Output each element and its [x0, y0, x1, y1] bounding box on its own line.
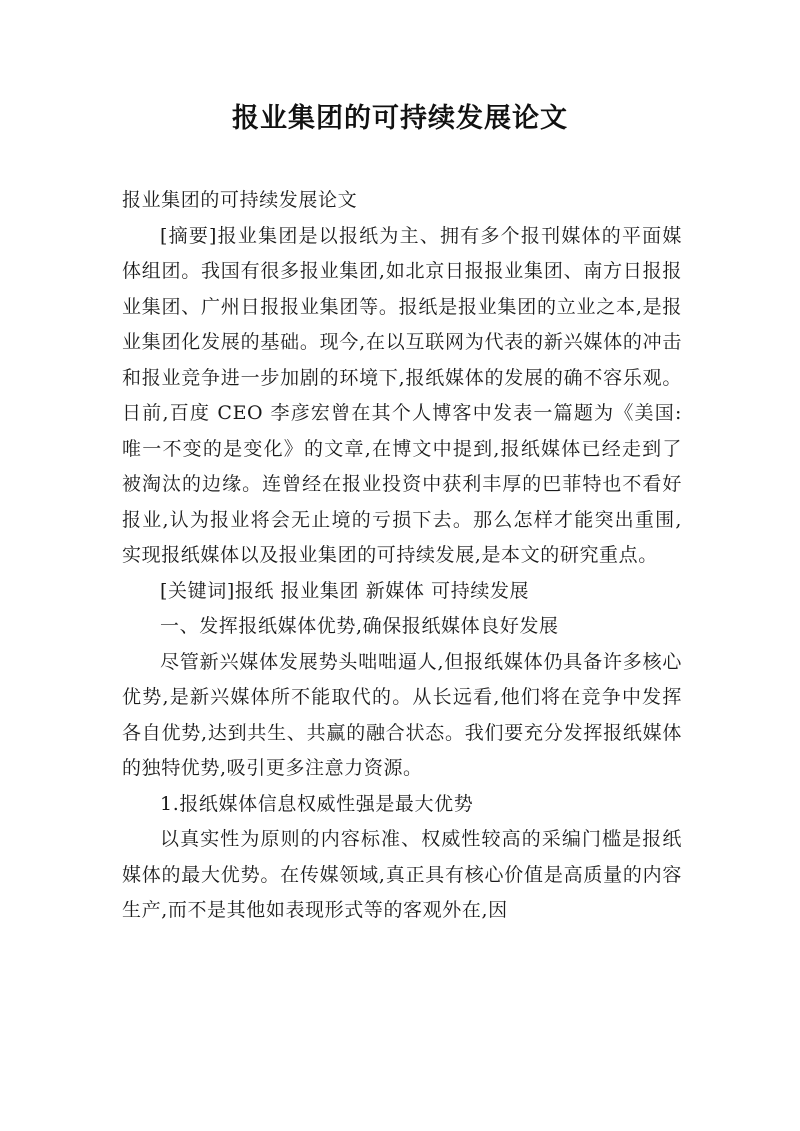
keywords-paragraph: [关键词]报纸 报业集团 新媒体 可持续发展 [160, 579, 530, 602]
body-paragraph: 以真实性为原则的内容标准、权威性较高的采编门槛是报纸媒体的最大优势。在传媒领域,真正具有核心价值是高质量的内容生产,而不是其他如表现形式等的客观外在,因 [122, 828, 682, 921]
section-heading-1: 一、发挥报纸媒体优势,确保报纸媒体良好发展 [160, 615, 559, 637]
subsection-heading-1: 1.报纸媒体信息权威性强是最大优势 [160, 792, 474, 815]
abstract-paragraph: [摘要]报业集团是以报纸为主、拥有多个报刊媒体的平面媒体组团。我国有很多报业集团,如北京日报报业集团、南方日报报业集团、广州日报报业集团等。报纸是报业集团的立业之本,是报业集团化发展的基础。现今,在以互联网为代表的新兴媒体的冲击和报业竞争进一步加剧的环境下,报纸媒体的发展的确不容乐观。日前,百度 CEO 李彦宏曾在其个人博客中发表一篇题为《美国:唯一不变的是变化》的文章,在博文中提到,报纸媒体已经走到了被淘汰的边缘。连曾经在报业投资中获利丰厚的巴菲特也不看好报业,认为报业将会无止境的亏损下去。那么怎样才能突出重围,实现报纸媒体以及报业集团的可持续发展,是本文的研究重点。 [122, 224, 682, 566]
document-body [122, 183, 682, 929]
document-title: 报业集团的可持续发展论文 [232, 103, 568, 134]
body-paragraph: 尽管新兴媒体发展势头咄咄逼人,但报纸媒体仍具备许多核心优势,是新兴媒体所不能取代的。从长远看,他们将在竞争中发挥各自优势,达到共生、共赢的融合状态。我们要充分发挥报纸媒体的独特优势,吸引更多注意力资源。 [122, 650, 682, 779]
document-subtitle: 报业集团的可持续发展论文 [122, 189, 358, 211]
